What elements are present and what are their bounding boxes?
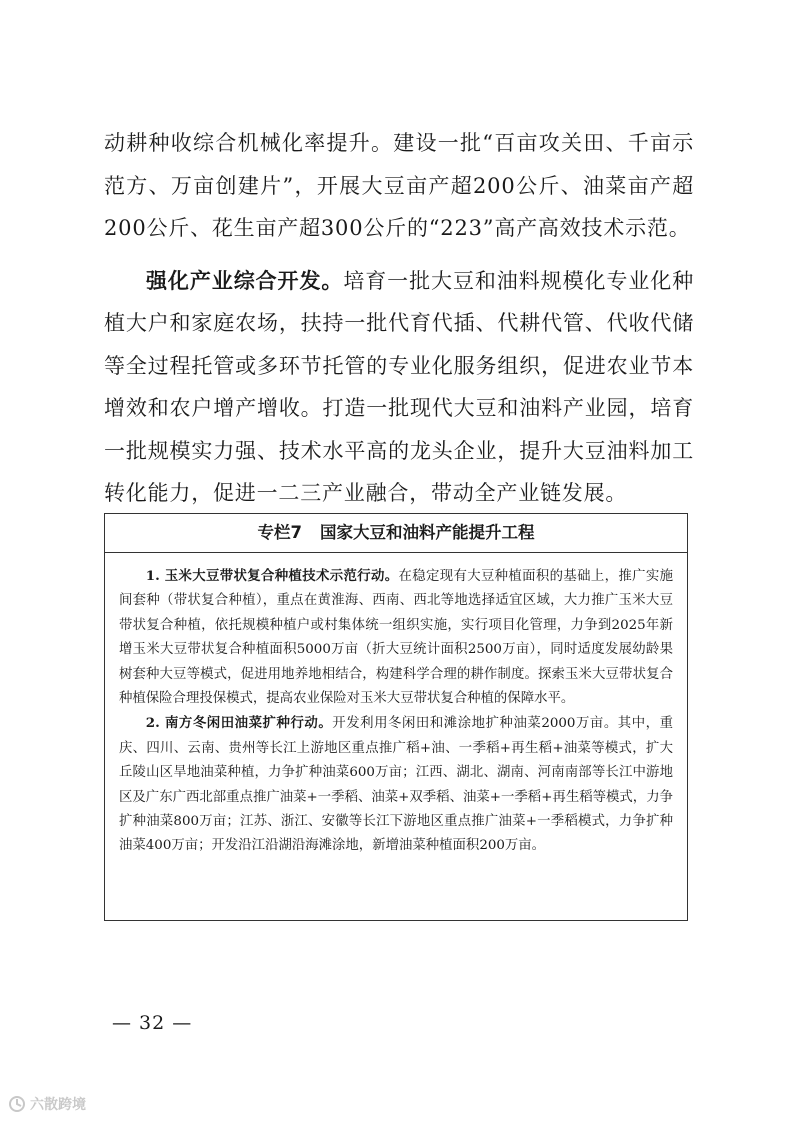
box-item-2 — [119, 711, 673, 858]
paragraph-2 — [104, 260, 694, 515]
logo-icon — [8, 1095, 26, 1113]
page-number: — 32 — — [112, 1012, 193, 1034]
body-text — [104, 122, 694, 515]
sidebar-box — [104, 513, 688, 921]
box-item-1-lead: 1. 玉米大豆带状复合种植技术示范行动。 — [145, 568, 399, 584]
box-title-text: 国家大豆和油料产能提升工程 — [319, 523, 535, 542]
box-item-1-text: 在稳定现有大豆种植面积的基础上，推广实施间套种（带状复合种植），重点在黄淮海、西南、西北等地选择适宜区域，大力推广玉米大豆带状复合种植，依托规模种植户或村集体统一组织实施，实行项目化管理，力争到2025年新增玉米大豆带状复合种植面积5000万亩（折大豆统计面积2500万亩），同时适度发展幼龄果树套种大豆等模式，促进用地养地相结合，构建科学合理的耕作制度。探索玉米大豆带状复合种植保险合理投保模式，提高农业保险对玉米大豆带状复合种植的保障水平。 — [119, 569, 674, 707]
box-body — [105, 553, 687, 859]
paragraph-2-lead: 强化产业综合开发。 — [146, 267, 344, 293]
box-item-2-text: 开发利用冬闲田和滩涂地扩种油菜2000万亩。其中，重庆、四川、云南、贵州等长江上游地区重点推广稻+油、一季稻+再生稻+油菜等模式，扩大丘陵山区旱地油菜种植，力争扩种油菜600万亩；江西、湖北、湖南、河南南部等长江中游地区及广东广西北部重点推广油菜+一季稻、油菜+双季稻、油菜+一季稻+再生稻等模式，力争扩种油菜800万亩；江苏、浙江、安徽等长江下游地区重点推广油菜+一季稻模式，力争扩种油菜400万亩；开发沿江沿湖沿海滩涂地，新增油菜种植面积200万亩。 — [119, 716, 674, 854]
watermark — [8, 1094, 86, 1114]
paragraph-1: 动耕种收综合机械化率提升。建设一批“百亩攻关田、千亩示范方、万亩创建片”，开展大豆亩产超200公斤、油菜亩产超200公斤、花生亩产超300公斤的“223”高产高效技术示范。 — [104, 131, 694, 240]
watermark-text: 六散跨境 — [30, 1097, 86, 1113]
paragraph-2-text: 培育一批大豆和油料规模化专业化种植大户和家庭农场，扶持一批代育代插、代耕代管、代收代储等全过程托管或多环节托管的专业化服务组织，促进农业节本增效和农户增产增收。打造一批现代大豆和油料产业园，培育一批规模实力强、技术水平高的龙头企业，提升大豆油料加工转化能力，促进一二三产业融合，带动全产业链发展。 — [104, 268, 694, 505]
box-title — [105, 514, 687, 553]
box-title-number: 专栏7 — [257, 523, 302, 542]
box-item-2-lead: 2. 南方冬闲田油菜扩种行动。 — [145, 715, 333, 732]
box-item-1 — [119, 564, 673, 711]
